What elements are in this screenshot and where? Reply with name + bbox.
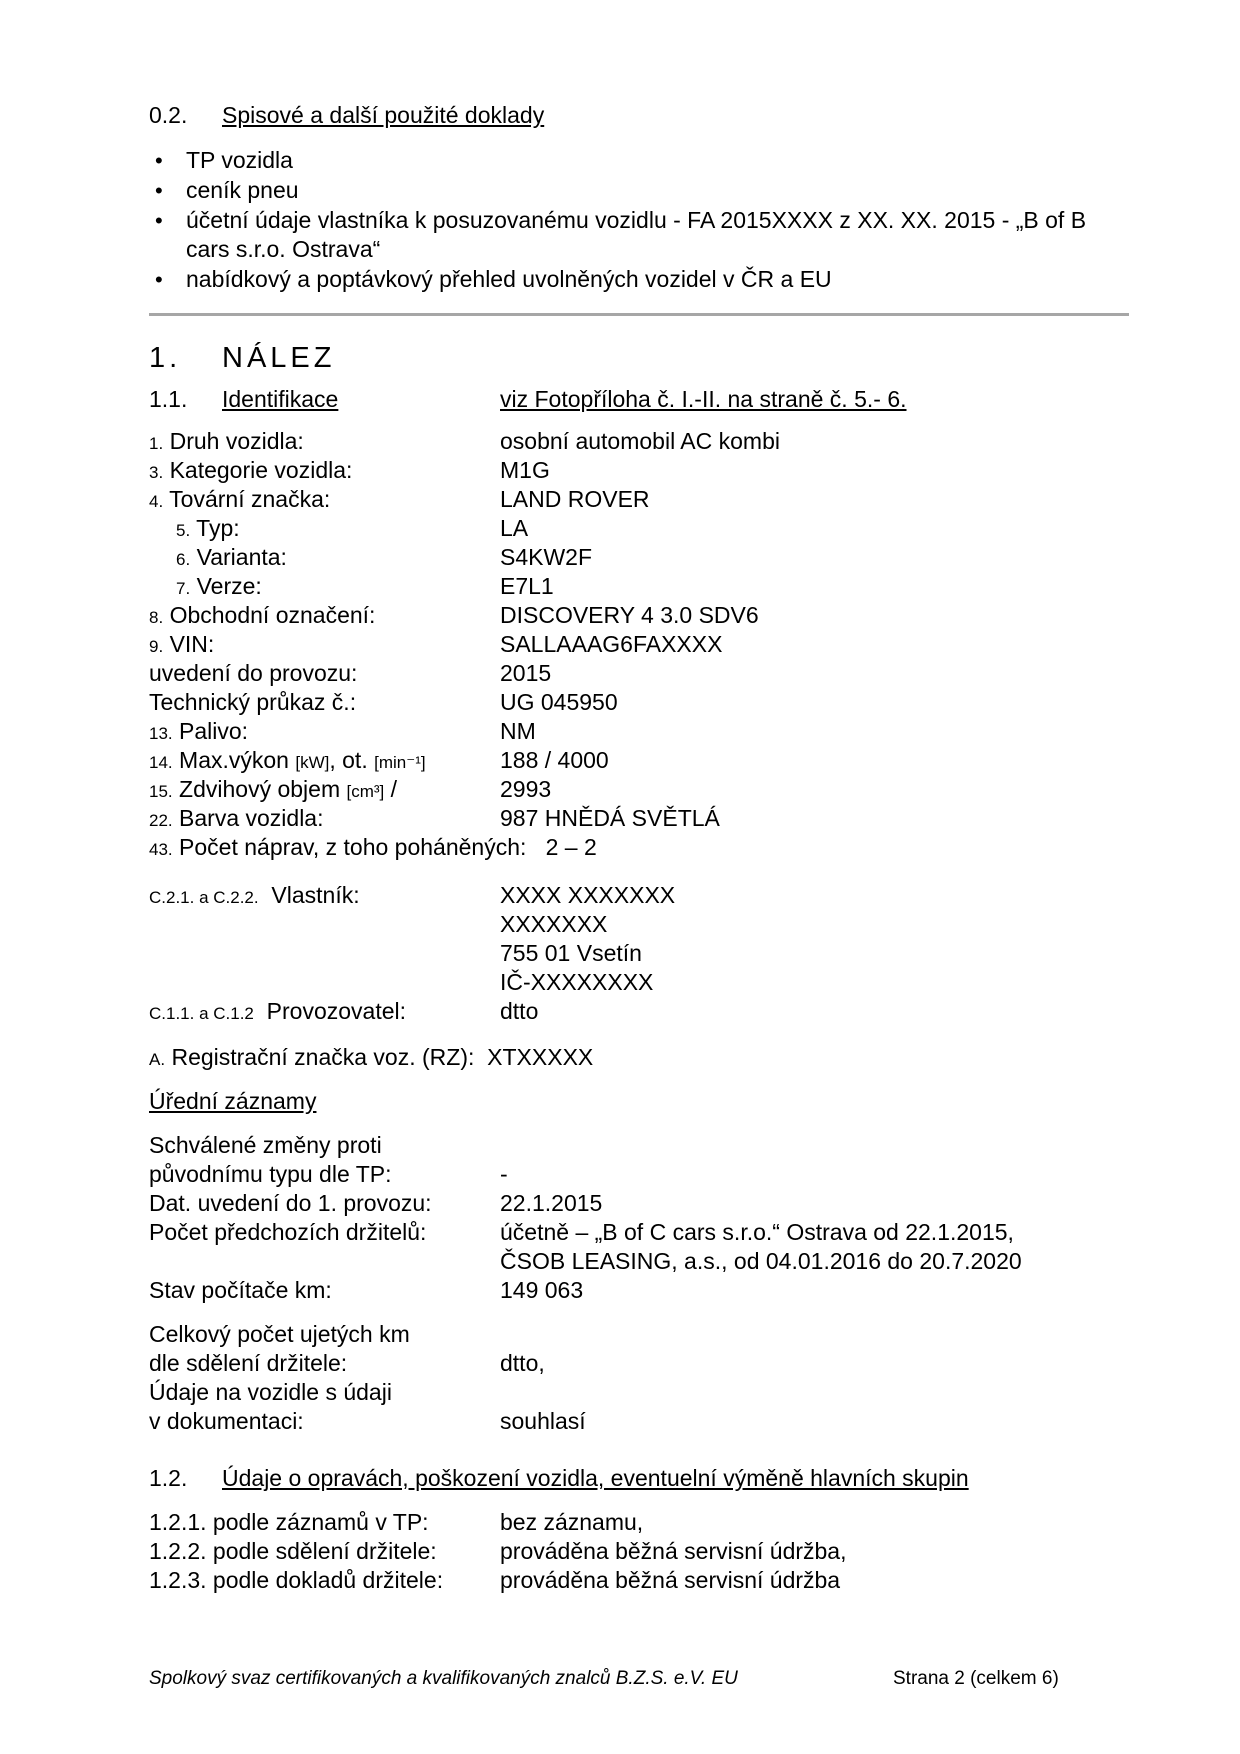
- subsection-title: Úřední záznamy: [149, 1088, 317, 1114]
- field-value: DISCOVERY 4 3.0 SDV6: [500, 602, 759, 628]
- field-label: Údaje na vozidle s údaji: [149, 1379, 392, 1405]
- page-number: Strana 2 (celkem 6): [893, 1668, 1059, 1689]
- field-code: 9.: [149, 637, 164, 656]
- field-label: 14. Max.výkon [kW], ot. [min⁻¹]: [149, 747, 426, 773]
- field-label: 13. Palivo:: [149, 718, 249, 744]
- field-code: 22.: [149, 811, 173, 830]
- field-label: uvedení do provozu:: [149, 660, 358, 686]
- field-code: 43.: [149, 840, 173, 859]
- field-value: souhlasí: [500, 1408, 586, 1434]
- field-label: 1.2.1. podle záznamů v TP:: [149, 1509, 429, 1535]
- field-value: účetně – „B of C cars s.r.o.“ Ostrava od 22.1.2015,: [500, 1219, 1014, 1245]
- field-value: 987 HNĚDÁ SVĚTLÁ: [500, 805, 720, 831]
- field-code: C.2.1. a C.2.2.: [149, 888, 259, 907]
- section-title: Spisové a další použité doklady: [222, 102, 545, 128]
- field-label: 5. Typ:: [176, 515, 240, 541]
- section-number: 1.1.: [149, 386, 188, 412]
- owner-line: XXXXXXX: [500, 911, 608, 937]
- list-item: • účetní údaje vlastníka k posuzovanému vozidlu - FA 2015XXXX z XX. XX. 2015 - „B of B cars s.r.o. Ostrava“: [149, 206, 1091, 264]
- field-label: Počet předchozích držitelů:: [149, 1219, 427, 1245]
- registration-row: [149, 1043, 593, 1074]
- field-label: Schválené změny proti: [149, 1132, 382, 1158]
- field-value: SALLAAAG6FAXXXX: [500, 631, 723, 657]
- list-item: • TP vozidla: [149, 146, 1129, 175]
- section-number: 1.2.: [149, 1465, 188, 1491]
- footer-organization: Spolkový svaz certifikovaných a kvalifikovaných znalců B.Z.S. e.V. EU: [149, 1668, 738, 1689]
- field-code: 15.: [149, 782, 173, 801]
- field-code: 3.: [149, 463, 164, 482]
- field-value: M1G: [500, 457, 550, 483]
- photo-reference: viz Fotopříloha č. I.-II. na straně č. 5.- 6.: [500, 386, 907, 412]
- field-value: UG 045950: [500, 689, 618, 715]
- field-value: dtto,: [500, 1350, 545, 1376]
- owner-line: 755 01 Vsetín: [500, 940, 642, 966]
- field-value: 2015: [500, 660, 552, 686]
- field-code: 14.: [149, 753, 173, 772]
- field-label: Počet náprav, z toho poháněných:: [179, 834, 527, 860]
- field-label: 1.2.3. podle dokladů držitele:: [149, 1567, 444, 1593]
- field-label: Dat. uvedení do 1. provozu:: [149, 1190, 432, 1216]
- field-value: ČSOB LEASING, a.s., od 04.01.2016 do 20.7.2020: [500, 1248, 1022, 1274]
- field-label: dle sdělení držitele:: [149, 1350, 348, 1376]
- unit-rpm: [min⁻¹]: [374, 753, 426, 772]
- field-value: -: [500, 1161, 508, 1187]
- chapter-number: 1.: [149, 342, 182, 374]
- field-label: 1. Druh vozidla:: [149, 428, 304, 454]
- field-value: 2 – 2: [545, 834, 597, 860]
- operator-value: dtto: [500, 998, 539, 1024]
- field-label: 6. Varianta:: [176, 544, 287, 570]
- field-value: 188 / 4000: [500, 747, 609, 773]
- field-value: 22.1.2015: [500, 1190, 603, 1216]
- owner-label: C.2.1. a C.2.2. Vlastník:: [149, 882, 360, 908]
- field-value: E7L1: [500, 573, 554, 599]
- field-label: 8. Obchodní označení:: [149, 602, 376, 628]
- field-value: 2993: [500, 776, 552, 802]
- field-label: 1.2.2. podle sdělení držitele:: [149, 1538, 437, 1564]
- owner-line: IČ-XXXXXXXX: [500, 969, 654, 995]
- field-label: 3. Kategorie vozidla:: [149, 457, 353, 483]
- field-value: S4KW2F: [500, 544, 593, 570]
- field-code: C.1.1. a C.1.2: [149, 1004, 254, 1023]
- divider: [149, 313, 1129, 316]
- unit-ccm: [cm³]: [346, 782, 385, 801]
- field-label: Technický průkaz č.:: [149, 689, 357, 715]
- field-code: 6.: [176, 550, 191, 569]
- field-label: Registrační značka voz. (RZ):: [171, 1044, 475, 1070]
- owner-line: XXXX XXXXXXX: [500, 882, 676, 908]
- field-code: 4.: [149, 492, 164, 511]
- section-title: Identifikace: [222, 386, 339, 412]
- operator-label: C.1.1. a C.1.2 Provozovatel:: [149, 998, 407, 1024]
- field-label: 9. VIN:: [149, 631, 215, 657]
- field-value: prováděna běžná servisní údržba: [500, 1567, 841, 1593]
- list-item: • nabídkový a poptávkový přehled uvolněných vozidel v ČR a EU: [149, 265, 1129, 294]
- field-value: XTXXXXX: [487, 1044, 594, 1070]
- field-code: 7.: [176, 579, 191, 598]
- field-value: prováděna běžná servisní údržba,: [500, 1538, 847, 1564]
- field-code: 8.: [149, 608, 164, 627]
- section-title: Údaje o opravách, poškození vozidla, eventuelní výměně hlavních skupin: [222, 1465, 969, 1491]
- list-item: • ceník pneu: [149, 176, 1129, 205]
- field-label: v dokumentaci:: [149, 1408, 304, 1434]
- field-code: 1.: [149, 434, 164, 453]
- field-label: Celkový počet ujetých km: [149, 1321, 410, 1347]
- field-code: 5.: [176, 521, 191, 540]
- field-value: bez záznamu,: [500, 1509, 644, 1535]
- field-value: LA: [500, 515, 529, 541]
- chapter-title: NÁLEZ: [222, 342, 336, 374]
- field-label: 7. Verze:: [176, 573, 262, 599]
- unit-kw: [kW]: [295, 753, 330, 772]
- field-label: 15. Zdvihový objem [cm³] /: [149, 776, 398, 802]
- field-value: LAND ROVER: [500, 486, 650, 512]
- field-value: 149 063: [500, 1277, 584, 1303]
- field-value: osobní automobil AC kombi: [500, 428, 780, 454]
- field-label: 4. Tovární značka:: [149, 486, 331, 512]
- field-label: Stav počítače km:: [149, 1277, 332, 1303]
- field-label: původnímu typu dle TP:: [149, 1161, 392, 1187]
- axles-row: [149, 833, 597, 864]
- section-number: 0.2.: [149, 102, 188, 128]
- field-value: NM: [500, 718, 536, 744]
- field-code: A.: [149, 1050, 166, 1069]
- field-code: 13.: [149, 724, 173, 743]
- field-label: 22. Barva vozidla:: [149, 805, 324, 831]
- documents-list: [149, 146, 1129, 295]
